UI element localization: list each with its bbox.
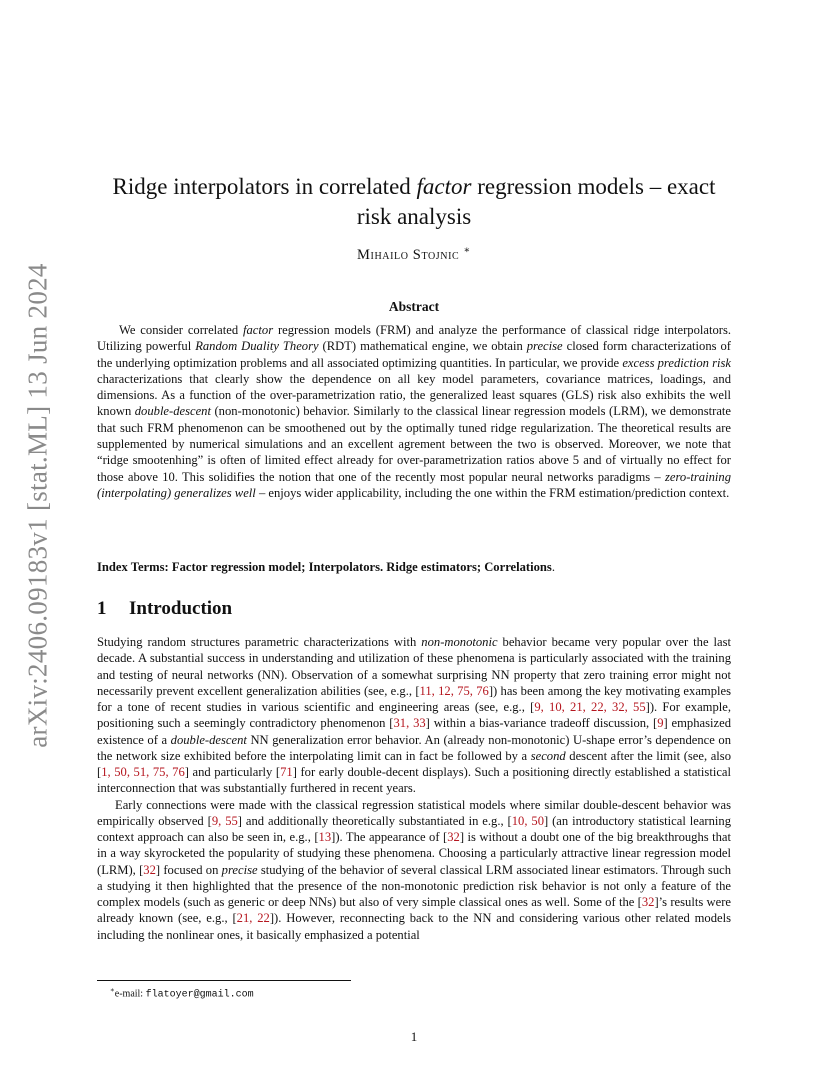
citation-link[interactable]: 11, 12, 75, 76 bbox=[419, 683, 489, 698]
footnote-divider bbox=[97, 980, 351, 981]
section-number: 1 bbox=[97, 598, 107, 619]
paragraph: Early connections were made with the classical regression statistical models where similar double-descent behavior was empirically observed [9, 55] and additionally theoretically substantiated in e.g., [10, 50] (an introductory statistical learning context approach can also be seen in, e.g., [13]). The appearance of [32] is without a doubt one of the big breakthroughs that in a way skyrocketed the popularity of studying these phenomena. Choosing a particularly attractive linear regression model (LRM), [32] focused on precise studying of the behavior of several classical LRM associated linear estimators. Through such a studying it then highlighted that the presence of the non-monotonic prediction risk behavior is not only a feature of the complex models (such as generic or deep NNs) but also of very simple classical ones as well. Some of the [32]’s results were already known (see, e.g., [21, 22]). However, reconnecting back to the NN and considering various other related models including the nonlinear ones, it basically emphasized a potential bbox=[97, 797, 732, 942]
arxiv-identifier bbox=[18, 260, 58, 750]
citation-link[interactable]: 9, 10, 21, 22, 32, 55 bbox=[534, 700, 646, 714]
footnote bbox=[110, 986, 254, 1000]
index-terms: Index Terms: Factor regression model; Interpolators. Ridge estimators; Correlations. bbox=[97, 560, 555, 574]
citation-link[interactable]: 10, 50 bbox=[511, 813, 544, 828]
section-title: Introduction bbox=[129, 598, 233, 619]
citation-link[interactable]: 31, 33 bbox=[393, 716, 426, 731]
introduction-body bbox=[97, 634, 731, 943]
citation-link[interactable]: 71 bbox=[280, 765, 293, 779]
author-name: Mihailo Stojnic bbox=[357, 246, 460, 263]
citation-link[interactable]: 9 bbox=[657, 716, 664, 731]
footnote-mark: ∗ bbox=[110, 986, 115, 994]
citation-link[interactable]: 32 bbox=[641, 895, 655, 909]
section-heading-introduction bbox=[97, 598, 232, 620]
author-footnote-mark: ∗ bbox=[463, 245, 471, 256]
citation-link[interactable]: 32 bbox=[143, 862, 156, 877]
index-terms-label: Index Terms: Factor regression model; Interpolators. Ridge estimators; Correlations bbox=[97, 560, 552, 574]
author-email: flatoyer@gmail.com bbox=[145, 989, 254, 1001]
citation-link[interactable]: 1, 50, 51, 75, 76 bbox=[101, 765, 185, 779]
paper-title bbox=[96, 172, 732, 232]
title-text: Ridge interpolators in correlated bbox=[112, 174, 417, 199]
citation-link[interactable]: 13 bbox=[318, 830, 332, 844]
page-number: 1 bbox=[410, 1029, 418, 1044]
author-line bbox=[96, 245, 732, 264]
paragraph: Studying random structures parametric characterizations with non-monotonic behavior became very popular over the last decade. A substantial success in understanding and utilization of these phenomena is particularly associated with the training and testing of neural networks (NN). Observation of a somewhat surprising NN property that zero training error might not necessarily prevent excellent generalization abilities (see, e.g., [11, 12, 75, 76]) has been among the key motivating examples for a tone of recent studies in various scientific and engineering areas (see, e.g., [9, 10, 21, 22, 32, 55]). For example, positioning such a seemingly contradictory phenomenon [31, 33] within a bias-variance tradeoff discussion, [9] emphasized existence of a double-descent NN generalization error behavior. An (already non-monotonic) U-shape error’s dependence on the network size exhibited before the interpolating limit can in fact be followed by a second descent after the limit (see, also [1, 50, 51, 75, 76] and particularly [71] for early double-decent displays). Such a positioning directly established a statistical interconnection that was substantially furthered in recent years. bbox=[97, 635, 732, 796]
arxiv-identifier-text: arXiv:2406.09183v1 [stat.ML] 13 Jun 2024 bbox=[22, 262, 53, 748]
abstract-text: We consider correlated factor regression models (FRM) and analyze the performance of classical ridge interpolators. Utilizing powerful Random Duality Theory (RDT) mathematical engine, we obtain precise closed form characterizations of the underlying optimization problems and all associated optimizing quantities. In particular, we provide excess prediction risk characterizations that clearly show the dependence on all key model parameters, covariance matrices, loadings, and dimensions. As a function of the over-parametrization ratio, the generalized least squares (GLS) risk also exhibits the well known double-descent (non-monotonic) behavior. Similarly to the classical linear regression models (LRM), we demonstrate that such FRM phenomenon can be smoothened out by the optimally tuned ridge regularization. The theoretical results are supplemented by numerical simulations and an excellent agrement between the two is observed. Moreover, we note that “ridge smootenhing” is often of limited effect already for over-parametrization ratios above 5 and of virtually no effect for those above 10. This solidifies the notion that one of the recently most popular neural networks paradigms – zero-training (interpolating) generalizes well – enjoys wider applicability, including the one within the FRM estimation/prediction context. bbox=[97, 323, 732, 500]
citation-link[interactable]: 9, 55 bbox=[211, 813, 238, 828]
footnote-label: e-mail: bbox=[114, 988, 146, 1000]
abstract-heading: Abstract bbox=[388, 299, 440, 314]
citation-link[interactable]: 32 bbox=[447, 830, 460, 844]
title-emphasis: factor bbox=[416, 174, 472, 199]
title-text: regression models – exact risk analysis bbox=[356, 174, 716, 229]
citation-link[interactable]: 21, 22 bbox=[236, 911, 270, 926]
